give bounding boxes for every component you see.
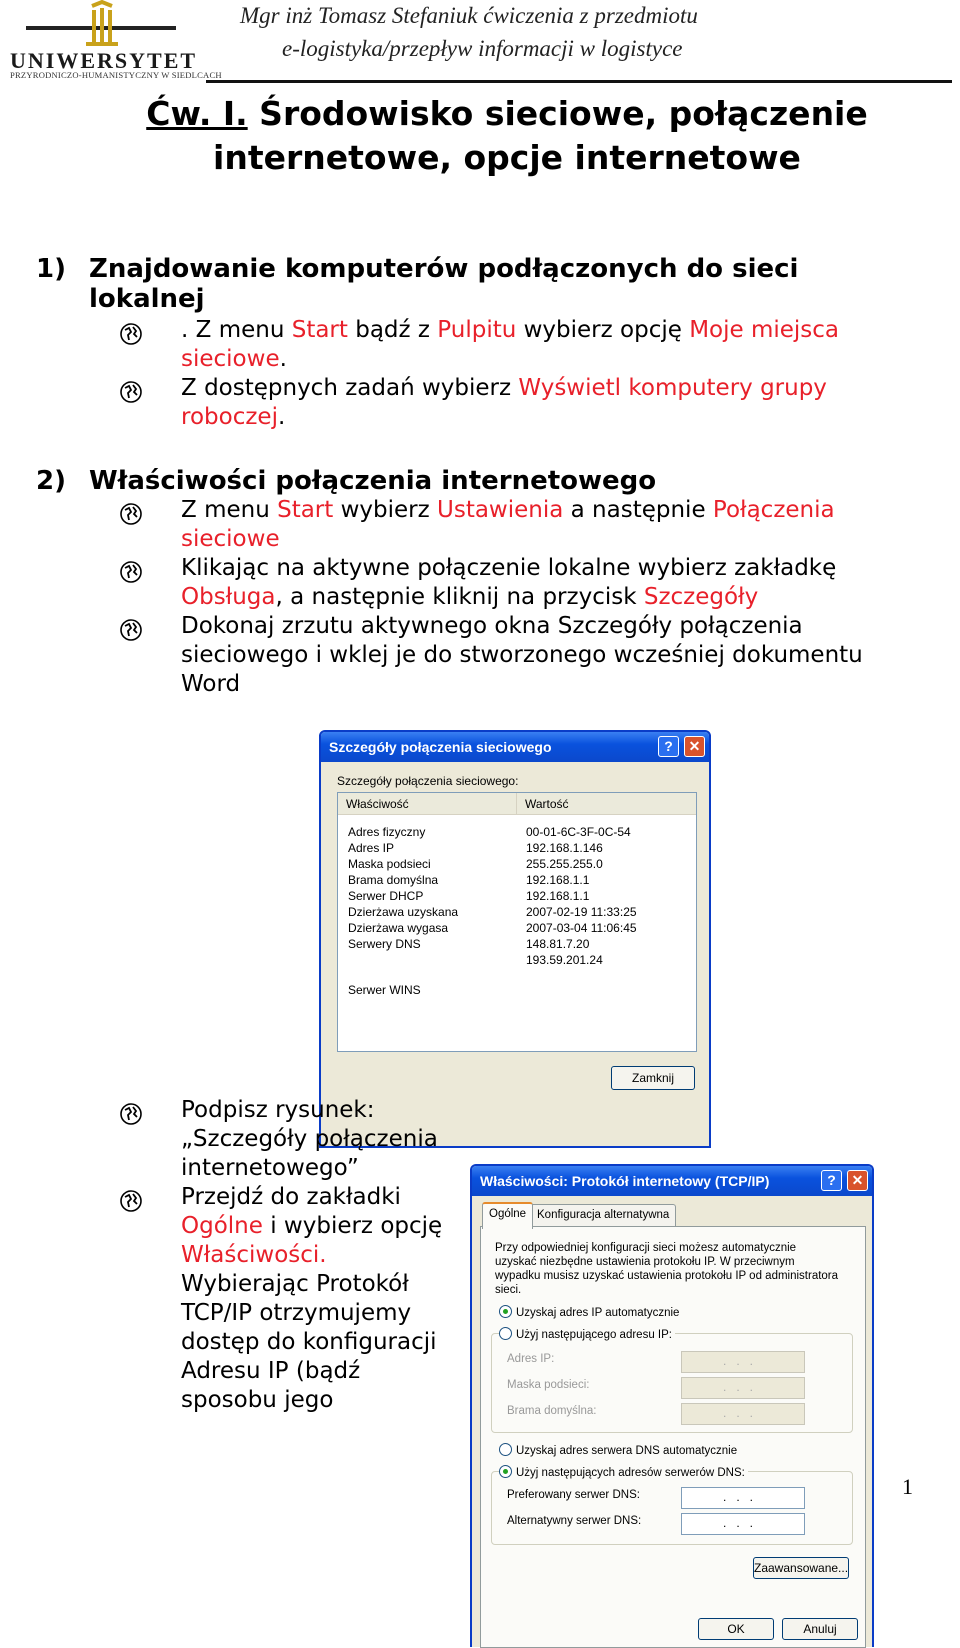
highlight: Wyświetl komputery grupy roboczej [181,375,827,430]
text-run: bądź z [347,317,438,343]
bullet-text [181,374,871,432]
value-cell: 2007-02-19 11:33:25 [526,905,637,919]
section2-heading: Właściwości połączenia internetowego [89,466,657,496]
column-header-value[interactable]: Wartość [516,793,696,815]
highlight: Moje miejsca sieciowe [181,317,840,372]
radio-auto-dns[interactable] [499,1443,737,1457]
section1-heading: Znajdowanie komputerów podłączonych do sieci lokalnej [89,254,799,314]
globe-bullet-icon [119,502,143,526]
highlight: Ogólne [181,1213,263,1239]
text-run: a następnie [563,497,713,523]
radio-label: Użyj następującego adresu IP: [516,1329,672,1341]
section2-number: 2) [36,466,66,496]
dns1-label: Preferowany serwer DNS: [507,1489,640,1501]
bullet-text [181,316,871,374]
logo-emblem-icon [6,0,206,50]
text-run: Przejdź do zakładki [181,1184,401,1210]
dialog-title: Szczegóły połączenia sieciowego [329,739,552,755]
highlight: Start [291,317,348,343]
subnet-mask-field[interactable]: ... [681,1377,805,1399]
text-run: i wybierz opcję [262,1213,443,1239]
header-subject: e-logistyka/przepływ informacji w logistyce [282,36,683,61]
text-run: Wybierając Protokół TCP/IP otrzymujemy dostęp do konfiguracji Adresu IP (bądź sposobu jego [181,1271,437,1413]
text-run: Klikając na aktywne połączenie lokalne wybierz zakładkę [181,555,837,581]
ok-button[interactable]: OK [698,1618,774,1640]
help-button[interactable]: ? [658,736,679,757]
bullet-text [181,554,881,612]
close-icon[interactable]: ✕ [684,736,705,757]
advanced-button[interactable]: Zaawansowane... [753,1557,849,1579]
dialog-title: Właściwości: Protokół internetowy (TCP/IP) [480,1173,770,1189]
text-run: Z menu [181,497,278,523]
network-details-dialog [319,730,711,1148]
bullet-text: Dokonaj zrzutu aktywnego okna Szczegóły połączenia sieciowego i wklej je do stworzonego wcześniej dokumentu Word [181,613,863,697]
ip-label: Adres IP: [507,1353,555,1365]
highlight: Pulpitu [437,317,517,343]
ip-address-field[interactable]: ... [681,1351,805,1373]
radio-label: Uzyskaj adres serwera DNS automatycznie [516,1445,738,1457]
radio-icon [499,1443,512,1456]
globe-bullet-icon [119,322,143,346]
value-cell: 255.255.255.0 [526,857,603,871]
radio-icon [499,1327,512,1340]
help-button[interactable]: ? [821,1170,842,1191]
property-cell: Maska podsieci [348,857,431,871]
radio-label: Uzyskaj adres IP automatycznie [516,1307,680,1319]
gateway-field[interactable]: ... [681,1403,805,1425]
page-title [92,92,922,180]
bullet-text [181,1183,463,1415]
value-cell: 00-01-6C-3F-0C-54 [526,825,631,839]
radio-label: Użyj następujących adresów serwerów DNS: [516,1467,745,1479]
text-run: wybierz [333,497,437,523]
property-cell: Dzierżawa uzyskana [348,905,459,919]
property-cell: Brama domyślna [348,873,439,887]
globe-bullet-icon [119,1102,143,1126]
header-author: Mgr inż Tomasz Stefaniuk ćwiczenia z przedmiotu [240,3,698,28]
description-text: Przy odpowiedniej konfiguracji sieci możesz automatycznie uzyskać niezbędne ustawienia protokołu IP. W przeciwnym wypadku musisz uzyskać ustawienia protokołu IP od administratora sieci. [495,1242,839,1296]
property-cell: Adres fizyczny [348,825,426,839]
radio-auto-ip[interactable] [499,1305,679,1319]
header-divider [206,80,952,83]
property-cell: Serwery DNS [348,937,421,951]
highlight: Ustawienia [437,497,564,523]
highlight: Start [277,497,334,523]
highlight: Szczegóły [643,584,759,610]
text-run: , a następnie kliknij na przycisk [275,584,644,610]
general-tab-panel [480,1226,866,1648]
logo-subtitle: PRZYRODNICZO-HUMANISTYCZNY W SIEDLCACH [10,70,222,80]
gateway-label: Brama domyślna: [507,1405,597,1417]
radio-manual-dns[interactable] [499,1465,748,1479]
details-label: Szczegóły połączenia sieciowego: [337,774,519,788]
globe-bullet-icon [119,1189,143,1213]
university-logo [6,0,222,80]
dns2-label: Alternatywny serwer DNS: [507,1515,642,1527]
property-cell: Serwer DHCP [348,889,424,903]
radio-selected-icon [499,1465,512,1478]
title-prefix: Ćw. I. [146,94,248,133]
column-header-property[interactable]: Właściwość [338,793,516,815]
tab-alternate-config[interactable]: Konfiguracja alternatywna [530,1204,676,1227]
section1-number: 1) [36,254,66,284]
property-cell: Dzierżawa wygasa [348,921,449,935]
value-cell: 192.168.1.1 [526,873,590,887]
close-icon[interactable]: ✕ [847,1170,868,1191]
text-run: Z dostępnych zadań wybierz [181,375,519,401]
globe-bullet-icon [119,618,143,642]
highlight: Właściwości. [181,1242,327,1268]
cancel-button[interactable]: Anuluj [782,1618,858,1640]
title-text: Środowisko sieciowe, połączenie internetowe, opcje internetowe [213,94,868,177]
value-cell: 192.168.1.1 [526,889,590,903]
page-number: 1 [902,1474,913,1499]
text-run: wybierz opcję [516,317,690,343]
tcpip-properties-dialog [470,1164,874,1647]
value-cell: 192.168.1.146 [526,841,603,855]
value-cell: 2007-03-04 11:06:45 [526,921,637,935]
text-run: . [277,404,286,430]
property-cell: Adres IP [348,841,395,855]
bullet-text [181,496,871,554]
value-cell: 148.81.7.20 [526,937,590,951]
preferred-dns-field[interactable]: ... [681,1487,805,1509]
mask-label: Maska podsieci: [507,1379,590,1391]
highlight: Połączenia sieciowe [181,497,835,552]
logo-word: UNIWERSYTET [10,48,198,73]
details-list[interactable] [337,792,697,1052]
property-cell: Serwer WINS [348,983,421,997]
highlight: Obsługa [181,584,276,610]
globe-bullet-icon [119,380,143,404]
dialog-titlebar [472,1166,872,1196]
value-cell: 193.59.201.24 [526,953,603,967]
dialog-titlebar [321,732,709,762]
tab-general[interactable]: Ogólne [482,1202,533,1229]
bullet-text: Podpisz rysunek: „Szczegóły połączenia internetowego” [181,1097,438,1181]
text-run: . Z menu [181,317,292,343]
text-run: . [279,346,287,372]
alternate-dns-field[interactable]: ... [681,1513,805,1535]
globe-bullet-icon [119,560,143,584]
close-button[interactable]: Zamknij [611,1066,695,1090]
radio-selected-icon [499,1305,512,1318]
radio-manual-ip[interactable] [499,1327,675,1341]
